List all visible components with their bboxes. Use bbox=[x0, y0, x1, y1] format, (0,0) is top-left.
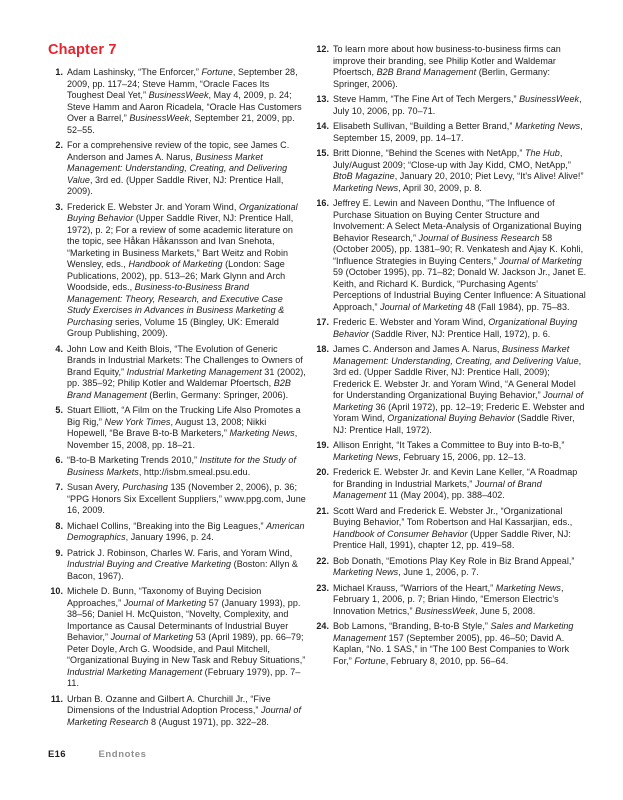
endnote-item bbox=[48, 586, 306, 690]
endnote-text: “B-to-B Marketing Trends 2010,” Institute for the Study of Business Markets, http://isbm.smeal.psu.edu. bbox=[67, 455, 297, 477]
endnote-number: 15. bbox=[316, 148, 329, 158]
endnote-number: 1. bbox=[55, 67, 63, 77]
endnote-item bbox=[314, 148, 588, 194]
endnote-number: 8. bbox=[55, 520, 63, 531]
endnote-text: For a comprehensive review of the topic, see James C. Anderson and James A. Narus, Business Market Management: Understanding, Creating, and Delivering Value, 3rd ed. (Upper Saddle River, NJ: Prentice Hall, 2009). bbox=[67, 140, 290, 196]
endnote-number: 17. bbox=[316, 317, 329, 327]
endnote-number: 4. bbox=[55, 343, 63, 354]
endnote-number: 13. bbox=[316, 94, 329, 104]
endnote-item bbox=[314, 344, 588, 436]
endnote-number: 6. bbox=[55, 455, 63, 465]
endnote-number: 2. bbox=[55, 140, 63, 150]
endnote-number: 3. bbox=[55, 201, 63, 212]
endnote-text: Adam Lashinsky, “The Enforcer,” Fortune, September 28, 2009, pp. 117–24; Steve Hamm, “Oracle Faces Its Toughest Deal Yet,” BusinessWeek, May 4, 2009, p. 24; Steve Hamm and Aaron Ricadela, “Oracle Has Customers Over a Barrel,” BusinessWeek, September 21, 2009, pp. 52–55. bbox=[67, 67, 302, 135]
endnote-item bbox=[314, 44, 588, 90]
endnote-text: Patrick J. Robinson, Charles W. Faris, and Yoram Wind, Industrial Buying and Creative Marketing (Boston: Allyn & Bacon, 1967). bbox=[67, 547, 298, 581]
endnote-text: Stuart Elliott, “A Film on the Trucking Life Also Promotes a Big Rig,” New York Times, August 13, 2008; Nikki Hopewell, “Be Brave B-to-B Marketers,” Marketing News, November 15, 2008, pp. 18–21. bbox=[67, 405, 301, 450]
endnote-number: 9. bbox=[55, 547, 63, 558]
endnote-item bbox=[48, 521, 306, 544]
endnote-text: Bob Donath, “Emotions Play Key Role in Biz Brand Appeal,” Marketing News, June 1, 2006, p. 7. bbox=[333, 555, 575, 577]
endnote-item bbox=[48, 482, 306, 517]
endnote-text: Bob Lamons, “Branding, B-to-B Style,” Sales and Marketing Management 157 (September 2005), pp. 46–50; David A. Kaplan, “No. 1 SAS,” in “The 100 Best Companies to Work For,” Fortune, February 8, 2010, pp. 56–64. bbox=[333, 621, 574, 666]
endnote-item bbox=[314, 440, 588, 463]
endnote-item bbox=[48, 455, 306, 478]
page-number: E16 bbox=[48, 749, 66, 760]
endnote-number: 18. bbox=[316, 344, 329, 354]
endnotes-column-left bbox=[48, 67, 306, 732]
endnote-text: To learn more about how business-to-business firms can improve their branding, see Philip Kotler and Waldemar Pfoertsch, B2B Brand Management (Berlin, Germany: Springer, 2006). bbox=[333, 44, 561, 89]
endnote-text: Susan Avery, Purchasing 135 (November 2, 2006), p. 36; “PPG Honors Six Excellent Suppliers,” www.ppg.com, June 16, 2009. bbox=[67, 482, 306, 515]
footer-section-title: Endnotes bbox=[98, 749, 147, 760]
endnote-number: 11. bbox=[50, 693, 63, 704]
endnote-number: 19. bbox=[316, 440, 329, 450]
endnote-text: Steve Hamm, “The Fine Art of Tech Mergers,” BusinessWeek, July 10, 2006, pp. 70–71. bbox=[333, 94, 582, 116]
endnote-item bbox=[314, 583, 588, 618]
endnote-number: 16. bbox=[316, 198, 329, 208]
endnote-text: Britt Dionne, “Behind the Scenes with NetApp,” The Hub, July/August 2009; “Close-up with Jay Kidd, CMO, NetApp,” BtoB Magazine, January 20, 2010; Piet Levy, “It’s Alive! Alive!” Marketing News, April 30, 2009, p. 8. bbox=[333, 148, 584, 193]
endnote-text: Allison Enright, “It Takes a Committee to Buy into B-to-B,” Marketing News, February 15, 2006, pp. 12–13. bbox=[333, 440, 565, 462]
endnote-text: Frederick E. Webster Jr. and Kevin Lane Keller, “A Roadmap for Branding in Industrial Markets,” Journal of Brand Management 11 (May 2004), pp. 388–402. bbox=[333, 467, 578, 500]
endnote-item bbox=[314, 556, 588, 579]
endnote-text: Michael Krauss, “Warriors of the Heart,” Marketing News, February 1, 2006, p. 7; Brian Hindo, “Emerson Electric’s Innovation Metrics,” BusinessWeek, June 5, 2008. bbox=[333, 582, 564, 616]
endnote-item bbox=[48, 202, 306, 340]
endnote-number: 23. bbox=[316, 582, 329, 593]
endnote-item bbox=[314, 121, 588, 144]
endnote-text: Michele D. Bunn, “Taxonomy of Buying Decision Approaches,” Journal of Marketing 57 (January 1993), pp. 38–56; Daniel H. McQuiston, “Novelty, Complexity, and Importance as Causal Determinants of Industrial Buyer Behavior,” Journal of Marketing 53 (April 1989), pp. 66–79; Peter Doyle, Arch G. Woodside, and Paul Mitchell, “Organizational Buying in New Task and Rebuy Situations,” Industrial Marketing Management (February 1979), pp. 7–11. bbox=[67, 586, 306, 688]
endnote-number: 12. bbox=[316, 44, 329, 54]
endnote-item bbox=[48, 405, 306, 451]
endnote-number: 7. bbox=[55, 482, 63, 492]
endnote-item bbox=[314, 621, 588, 667]
endnote-text: John Low and Keith Blois, “The Evolution of Generic Brands in Industrial Markets: The Challenges to Owners of Brand Equity,” Industrial Marketing Management 31 (2002), pp. 385–92; Philip Kotler and Waldemar Pfoertsch, B2B Brand Management (Berlin, Germany: Springer, 2006). bbox=[67, 343, 306, 400]
endnote-number: 24. bbox=[316, 621, 329, 631]
endnote-item bbox=[314, 506, 588, 552]
endnote-text: Urban B. Ozanne and Gilbert A. Churchill Jr., “Five Dimensions of the Industrial Adoption Process,” Journal of Marketing Research 8 (August 1971), pp. 322–28. bbox=[67, 693, 302, 727]
endnote-item bbox=[48, 694, 306, 729]
endnote-text: James C. Anderson and James A. Narus, Business Market Management: Understanding, Creating, and Delivering Value, 3rd ed. (Upper Saddle River, NJ: Prentice Hall, 2009); Frederick E. Webster Jr. and Yoram Wind, “A General Model for Understanding Organizational Buying Behavior,” Journal of Marketing 36 (April 1972), pp. 12–19; Frederic E. Webster and Yoram Wind, Organizational Buying Behavior (Saddle River, NJ: Prentice Hall, 1972). bbox=[333, 344, 585, 435]
endnote-number: 5. bbox=[55, 405, 63, 415]
endnote-item bbox=[314, 198, 588, 313]
endnote-item bbox=[48, 140, 306, 198]
chapter-heading: Chapter 7 bbox=[48, 42, 117, 58]
endnote-item bbox=[48, 548, 306, 583]
endnote-item bbox=[48, 344, 306, 402]
endnote-number: 20. bbox=[316, 467, 329, 477]
endnote-item bbox=[314, 317, 588, 340]
endnote-item bbox=[314, 94, 588, 117]
endnotes-column-right bbox=[314, 44, 588, 671]
endnote-text: Frederic E. Webster and Yoram Wind, Organizational Buying Behavior (Saddle River, NJ: Prentice Hall, 1972), p. 6. bbox=[333, 317, 578, 339]
endnote-number: 21. bbox=[316, 505, 329, 516]
page-footer bbox=[48, 749, 147, 760]
endnote-text: Elisabeth Sullivan, “Building a Better Brand,” Marketing News, September 15, 2009, pp. 14–17. bbox=[333, 121, 583, 143]
endnote-text: Scott Ward and Frederick E. Webster Jr., “Organizational Buying Behavior,” Tom Robertson and Hal Kassarjian, eds., Handbook of Consumer Behavior (Upper Saddle River, NJ: Prentice Hall, 1991), chapter 12, pp. 419–58. bbox=[333, 505, 573, 550]
endnote-item bbox=[48, 67, 306, 136]
endnote-item bbox=[314, 467, 588, 502]
endnote-number: 22. bbox=[316, 555, 329, 566]
endnote-text: Michael Collins, “Breaking into the Big Leagues,” American Demographics, January 1996, p. 24. bbox=[67, 520, 305, 542]
endnote-number: 10. bbox=[50, 586, 63, 596]
endnote-text: Frederick E. Webster Jr. and Yoram Wind, Organizational Buying Behavior (Upper Saddle River, NJ: Prentice Hall, 1972), p. 2; For a review of some academic literature on the topic, see Håkan Håkansson and Ivan Snehota, “Marketing in Business Markets,” Bart Weitz and Robin Wensley, eds., Handbook of Marketing (London: Sage Publications, 2002), pp. 513–26; Mark Glynn and Arch Woodside, eds., Business-to-Business Brand Management: Theory, Research, and Executive Case Study Exercises in Advances in Business Marketing & Purchasing series, Volume 15 (Bingley, UK: Emerald Group Publishing, 2009). bbox=[67, 201, 298, 338]
endnote-text: Jeffrey E. Lewin and Naveen Donthu, “The Influence of Purchase Situation on Buying Center Structure and Involvement: A Select Meta-Analysis of Organizational Buying Behavior Research,” Journal of Business Research 58 (October 2005), pp. 1381–90; R. Venkatesh and Ajay K. Kohli, “Influence Strategies in Buying Centers,” Journal of Marketing 59 (October 1995), pp. 71–82; Donald W. Jackson Jr., Janet E. Keith, and Richard K. Burdick, “Purchasing Agents’ Perceptions of Industrial Buying Center Influence: A Situational Approach,” Journal of Marketing 48 (Fall 1984), pp. 75–83. bbox=[333, 198, 587, 312]
endnote-number: 14. bbox=[316, 121, 329, 131]
